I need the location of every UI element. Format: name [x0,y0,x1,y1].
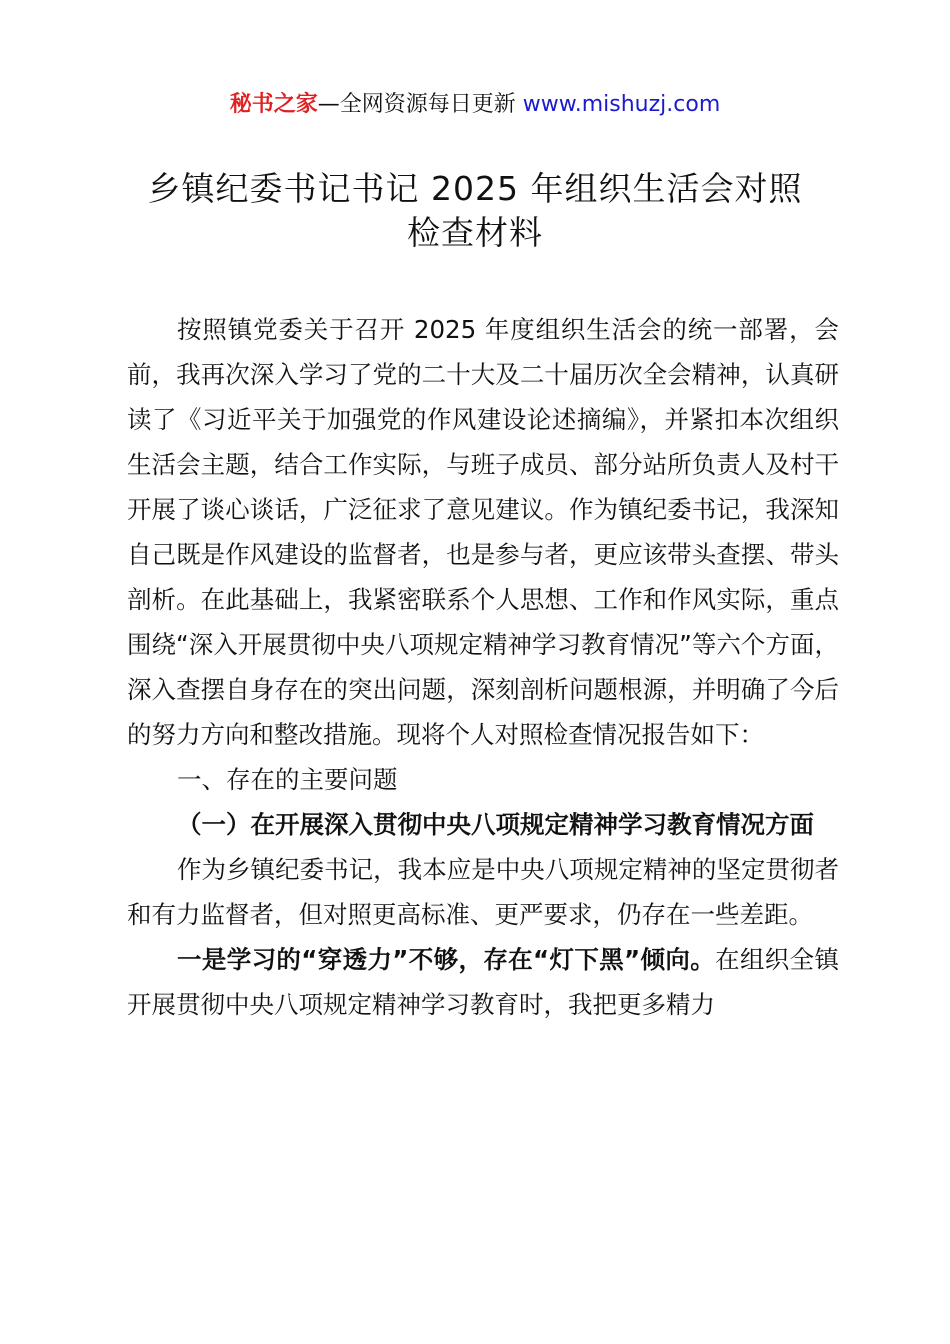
site-url-link[interactable]: www.mishuzj.com [522,92,721,117]
intro-paragraph: 按照镇党委关于召开 2025 年度组织生活会的统一部署，会前，我再次深入学习了党的二十大及二十届历次全会精神，认真研读了《习近平关于加强党的作风建设论述摘编》，并紧扣本次组织生活会主题，结合工作实际，与班子成员、部分站所负责人及村干开展了谈心谈话，广泛征求了意见建议。作为镇纪委书记，我深知自己既是作风建设的监督者，也是参与者，更应该带头查摆、带头剖析。在此基础上，我紧密联系个人思想、工作和作风实际，重点围绕“深入开展贯彻中央八项规定精神学习教育情况”等六个方面，深入查摆自身存在的突出问题，深刻剖析问题根源，并明确了今后的努力方向和整改措施。现将个人对照检查情况报告如下： [127,315,839,749]
title-line-1: 乡镇纪委书记书记 2025 年组织生活会对照 [147,169,803,208]
point-1-text: 在组织全镇开展贯彻中央八项规定精神学习教育时，我把更多精力 [127,945,840,1019]
subsection-paragraph: 作为乡镇纪委书记，我本应是中央八项规定精神的坚定贯彻者和有力监督者，但对照更高标准、更严要求，仍存在一些差距。 [127,855,839,929]
subsection-heading: （一）在开展深入贯彻中央八项规定精神学习教育情况方面 [177,810,814,839]
document-body [127,307,839,1027]
section-heading: 一、存在的主要问题 [177,765,398,794]
watermark-header [0,88,950,122]
title-line-2: 检查材料 [407,213,543,252]
brand-name: 秘书之家 [229,92,318,117]
document-title [100,167,850,255]
point-1-bold-lead: 一是学习的“穿透力”不够，存在“灯下黑”倾向。 [177,945,716,974]
point-1-paragraph [127,937,839,1027]
header-tagline: —全网资源每日更新 [317,92,523,117]
